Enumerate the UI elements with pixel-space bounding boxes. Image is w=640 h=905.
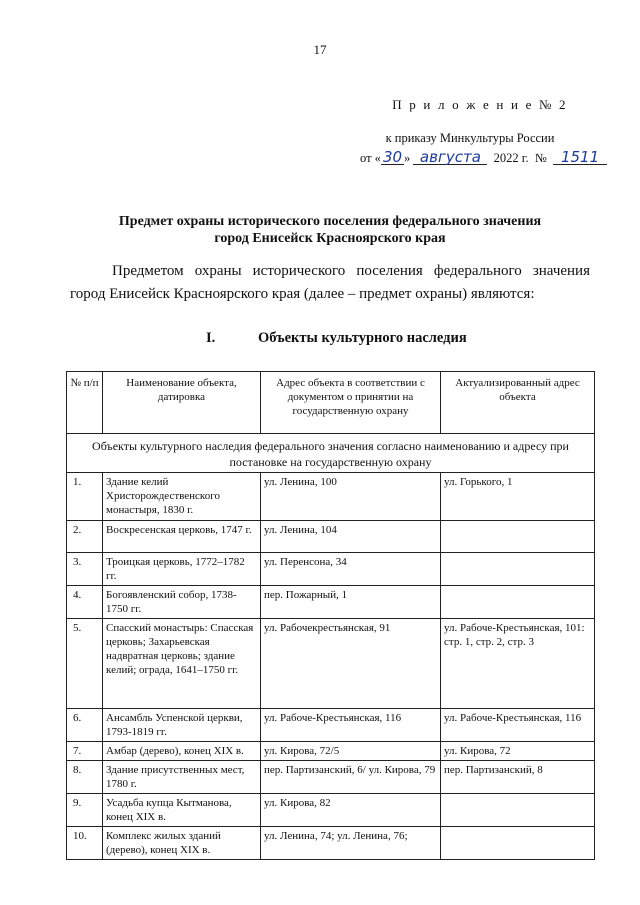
row-address: пер. Пожарный, 1 [261, 586, 441, 619]
header-actual-address: Актуализированный адрес объекта [441, 372, 595, 434]
row-name: Комплекс жилых зданий (дерево), конец XIX в. [103, 827, 261, 860]
handwritten-month: августа [413, 150, 487, 165]
row-actual-address: пер. Партизанский, 8 [441, 761, 595, 794]
row-actual-address: ул. Горького, 1 [441, 473, 595, 521]
row-name: Усадьба купца Кытманова, конец XIX в. [103, 794, 261, 827]
handwritten-day: 30 [382, 148, 403, 166]
title-line-1: Предмет охраны исторического поселения федерального значения [118, 214, 542, 229]
row-address: ул. Ленина, 104 [261, 521, 441, 553]
section-heading [206, 330, 467, 347]
row-address: ул. Кирова, 72/5 [261, 742, 441, 761]
annex-order-line: к приказу Минкультуры России [385, 131, 555, 145]
row-address: ул. Ленина, 100 [261, 473, 441, 521]
row-actual-address [441, 794, 595, 827]
row-num: 9. [67, 794, 103, 827]
annex-title: П р и л о ж е н и е № 2 [392, 97, 568, 112]
header-num: № п/п [67, 372, 103, 434]
section-number: I. [206, 330, 216, 346]
row-num: 10. [67, 827, 103, 860]
page-number: 17 [313, 42, 327, 57]
date-prefix: от « [360, 151, 381, 165]
table-row [67, 473, 595, 521]
title-line-2: город Енисейск Красноярского края [214, 231, 446, 246]
row-actual-address: ул. Рабоче-Крестьянская, 116 [441, 709, 595, 742]
row-num: 4. [67, 586, 103, 619]
row-name: Здание присутственных мест, 1780 г. [103, 761, 261, 794]
row-name: Спасский монастырь: Спасская церковь; Захарьевская надвратная церковь; здание келий; ограда, 1641–1750 гг. [103, 619, 261, 709]
row-address: ул. Рабоче-Крестьянская, 116 [261, 709, 441, 742]
row-num: 1. [67, 473, 103, 521]
annex-date-line [360, 150, 620, 166]
header-name: Наименование объекта, датировка [103, 372, 261, 434]
row-name: Богоявленский собор, 1738-1750 гг. [103, 586, 261, 619]
table-row [67, 761, 595, 794]
intro-paragraph: Предметом охраны исторического поселения федерального значения город Енисейск Красноярского края (далее – предмет охраны) являются: [70, 263, 590, 302]
number-label: № [534, 151, 547, 165]
row-num: 3. [67, 553, 103, 586]
row-name: Здание келий Христорождественского монастыря, 1830 г. [103, 473, 261, 521]
header-address: Адрес объекта в соответствии с документом о принятии на государственную охрану [261, 372, 441, 434]
table-row [67, 553, 595, 586]
heritage-table [66, 371, 595, 860]
row-name: Амбар (дерево), конец XIX в. [103, 742, 261, 761]
row-num: 2. [67, 521, 103, 553]
row-name: Троицкая церковь, 1772–1782 гг. [103, 553, 261, 586]
table-row [67, 619, 595, 709]
table-row [67, 521, 595, 553]
row-actual-address [441, 553, 595, 586]
date-mid: » [404, 151, 411, 165]
row-num: 5. [67, 619, 103, 709]
row-name: Ансамбль Успенской церкви, 1793-1819 гг. [103, 709, 261, 742]
row-actual-address: ул. Кирова, 72 [441, 742, 595, 761]
row-actual-address [441, 586, 595, 619]
row-name: Воскресенская церковь, 1747 г. [103, 521, 261, 553]
table-row [67, 586, 595, 619]
section-title: Объекты культурного наследия [258, 330, 467, 346]
row-num: 8. [67, 761, 103, 794]
row-address: ул. Рабочекрестьянская, 91 [261, 619, 441, 709]
table-row [67, 709, 595, 742]
row-address: ул. Перенсона, 34 [261, 553, 441, 586]
table-row [67, 827, 595, 860]
handwritten-number: 1511 [553, 150, 607, 165]
table-row [67, 742, 595, 761]
row-actual-address: ул. Рабоче-Крестьянская, 101: стр. 1, стр. 2, стр. 3 [441, 619, 595, 709]
row-address: ул. Кирова, 82 [261, 794, 441, 827]
document-title [60, 213, 600, 247]
row-address: пер. Партизанский, 6/ ул. Кирова, 79 [261, 761, 441, 794]
row-actual-address [441, 521, 595, 553]
date-year: 2022 г. [493, 151, 529, 165]
row-num: 6. [67, 709, 103, 742]
group-title: Объекты культурного наследия федерального значения согласно наименованию и адресу при постановке на государственную охрану [67, 434, 595, 473]
table-row [67, 794, 595, 827]
row-actual-address [441, 827, 595, 860]
row-address: ул. Ленина, 74; ул. Ленина, 76; [261, 827, 441, 860]
row-num: 7. [67, 742, 103, 761]
